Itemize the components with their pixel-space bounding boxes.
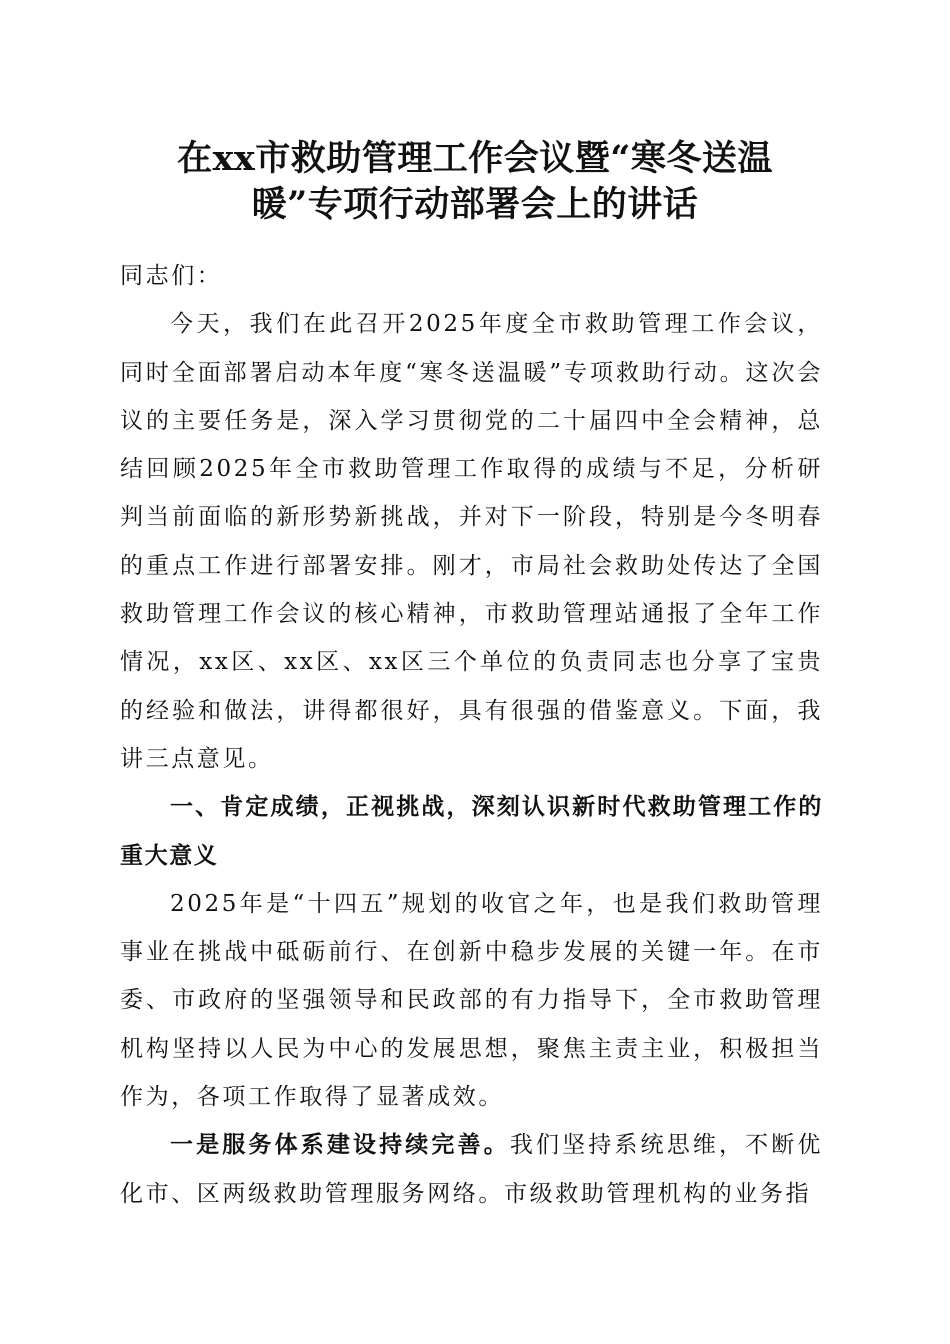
section-1-heading: 一、肯定成绩，正视挑战，深刻认识新时代救助管理工作的重大意义 — [120, 794, 823, 869]
section-1-paragraph: 2025年是“十四五”规划的收官之年，也是我们救助管理事业在挑战中砥砺前行、在创新中稳步发展的关键一年。在市委、市政府的坚强领导和民政部的有力指导下，全市救助管理机构坚持以人民为中心的发展思想，聚焦主责主业，积极担当作为，各项工作取得了显著成效。 — [120, 890, 823, 1111]
document-body — [120, 252, 823, 1218]
point-1-text: 我们坚持系统思维，不断优化市、区两级救助管理服务网络。市级救助管理机构的业务指 — [120, 1132, 823, 1207]
point-1-lead: 一是服务体系建设持续完善。 — [170, 1131, 510, 1159]
salutation: 同志们： — [120, 263, 223, 289]
document-title — [120, 136, 830, 228]
point-1-paragraph — [120, 1121, 823, 1218]
title-line-2: 暖”专项行动部署会上的讲话 — [251, 184, 699, 225]
title-line-1: 在xx市救助管理工作会议暨“寒冬送温 — [177, 138, 773, 179]
intro-paragraph: 今天，我们在此召开2025年度全市救助管理工作会议，同时全面部署启动本年度“寒冬送温暖”专项救助行动。这次会议的主要任务是，深入学习贯彻党的二十届四中全会精神，总结回顾2025年全市救助管理工作取得的成绩与不足，分析研判当前面临的新形势新挑战，并对下一阶段，特别是今冬明春的重点工作进行部署安排。刚才，市局社会救助处传达了全国救助管理工作会议的核心精神，市救助管理站通报了全年工作情况，xx区、xx区、xx区三个单位的负责同志也分享了宝贵的经验和做法，讲得都很好，具有很强的借鉴意义。下面，我讲三点意见。 — [120, 311, 823, 772]
